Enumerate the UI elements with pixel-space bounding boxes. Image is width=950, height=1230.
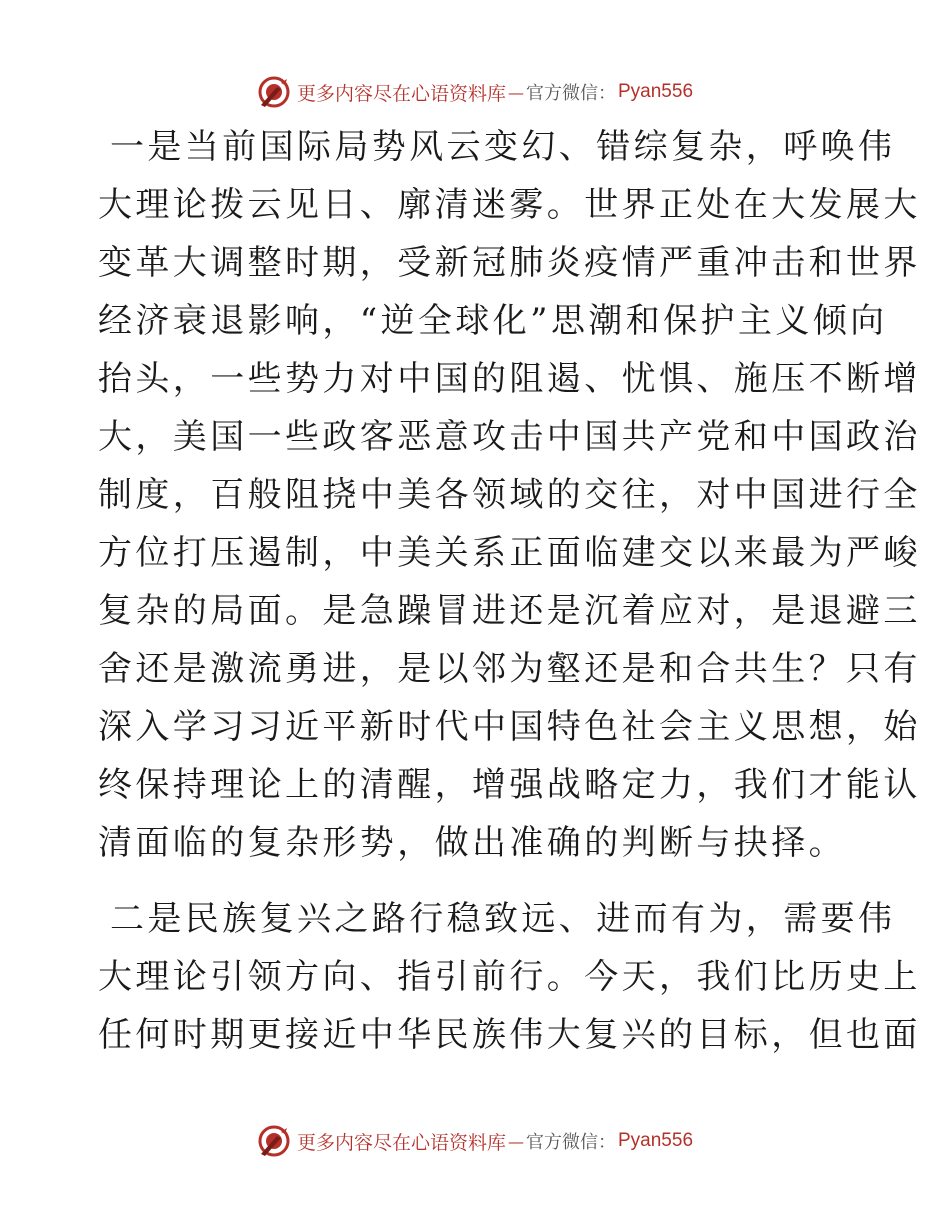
text-line: 二是民族复兴之路行稳致远、进而有为，需要伟 bbox=[110, 899, 896, 939]
text-line: 大理论引领方向、指引前行。今天，我们比历史上 bbox=[98, 957, 921, 997]
header-wechat-id: Pyan556 bbox=[618, 81, 694, 102]
text-line: 清面临的复杂形势，做出准确的判断与抉择。 bbox=[98, 823, 846, 863]
text-line: 一是当前国际局势风云变幻、错综复杂，呼唤伟 bbox=[110, 127, 896, 167]
seal-logo-icon bbox=[257, 75, 291, 109]
seal-logo-icon bbox=[257, 1124, 291, 1158]
text-line: 任何时期更接近中华民族伟大复兴的目标，但也面 bbox=[98, 1015, 921, 1055]
text-line: 大，美国一些政客恶意攻击中国共产党和中国政治 bbox=[98, 417, 921, 457]
text-line: 复杂的局面。是急躁冒进还是沉着应对，是退避三 bbox=[98, 591, 921, 631]
text-line: 终保持理论上的清醒，增强战略定力，我们才能认 bbox=[98, 765, 921, 805]
footer-banner-title: 更多内容尽在心语资料库 bbox=[296, 1131, 506, 1154]
header-banner-separator: — bbox=[508, 82, 524, 102]
text-line: 舍还是激流勇进，是以邻为壑还是和合共生？只有 bbox=[98, 649, 921, 689]
text-line: 制度，百般阻挠中美各领域的交往，对中国进行全 bbox=[98, 475, 921, 515]
text-line: 大理论拨云见日、廓清迷雾。世界正处在大发展大 bbox=[98, 185, 921, 225]
footer-banner bbox=[0, 1121, 950, 1161]
text-line: 深入学习习近平新时代中国特色社会主义思想，始 bbox=[98, 707, 921, 747]
header-banner bbox=[0, 72, 950, 112]
paragraph-1 bbox=[98, 118, 921, 872]
text-line: 方位打压遏制，中美关系正面临建交以来最为严峻 bbox=[98, 533, 921, 573]
header-banner-title: 更多内容尽在心语资料库 bbox=[296, 82, 506, 105]
header-wechat-label: 官方微信： bbox=[526, 83, 616, 104]
footer-wechat-id: Pyan556 bbox=[618, 1130, 694, 1151]
footer-wechat-label: 官方微信： bbox=[526, 1132, 616, 1153]
footer-banner-separator: — bbox=[508, 1131, 524, 1151]
text-line: 经济衰退影响，“逆全球化”思潮和保护主义倾向 bbox=[98, 301, 888, 341]
text-line: 抬头，一些势力对中国的阻遏、忧惧、施压不断增 bbox=[98, 359, 921, 399]
paragraph-2 bbox=[98, 890, 921, 1064]
text-line: 变革大调整时期，受新冠肺炎疫情严重冲击和世界 bbox=[98, 243, 921, 283]
